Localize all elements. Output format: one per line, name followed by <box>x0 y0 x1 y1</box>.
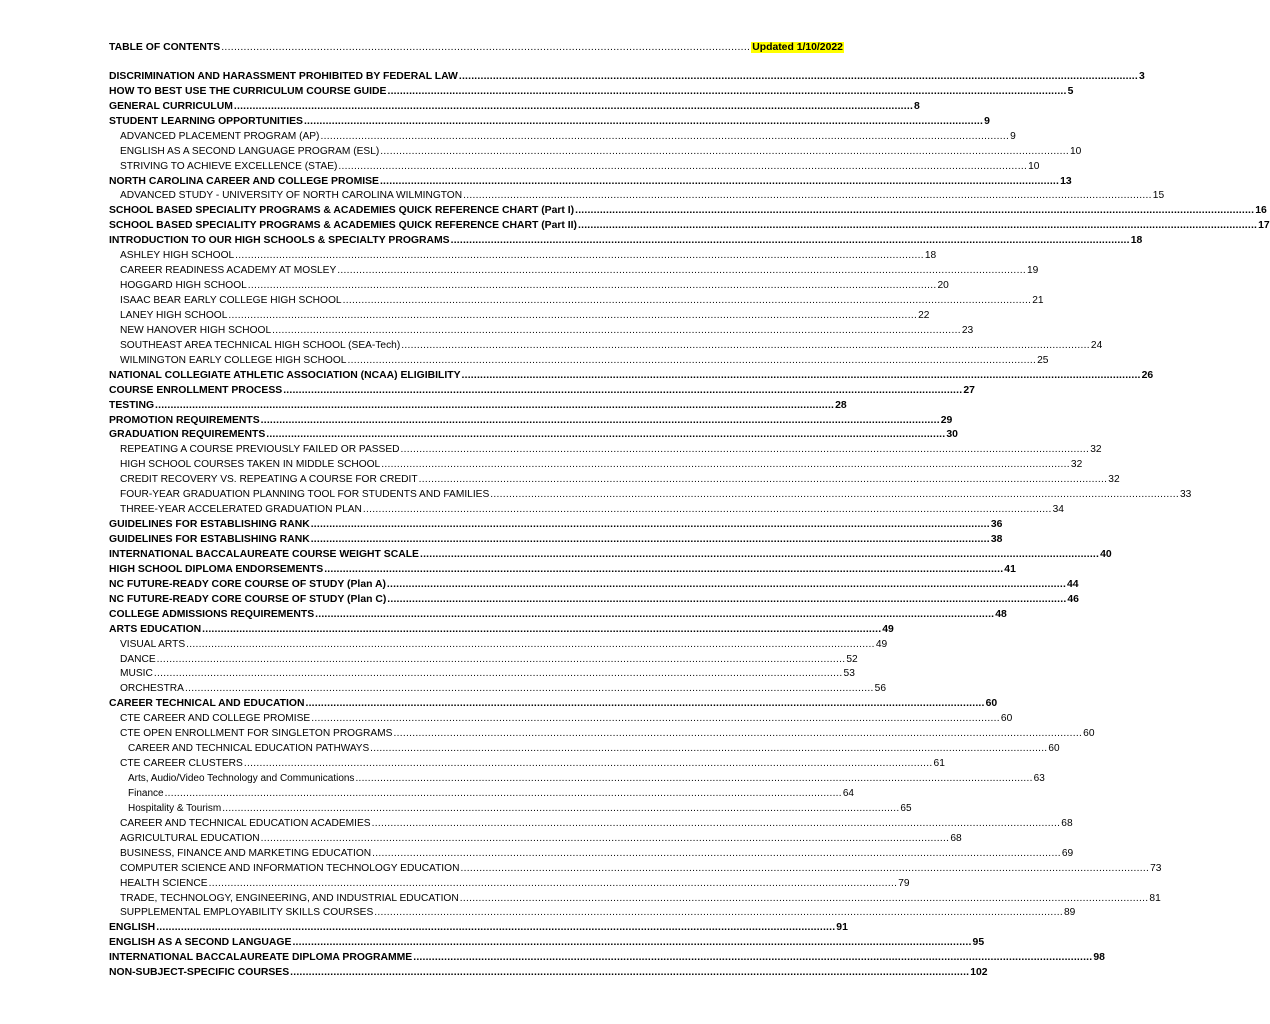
toc-entry-page-number: 64 <box>842 787 854 799</box>
toc-entry-label: Finance <box>128 787 164 799</box>
toc-entry[interactable] <box>109 471 1120 486</box>
toc-entry-label: SOUTHEAST AREA TECHNICAL HIGH SCHOOL (SEA-Tech) <box>120 339 401 351</box>
toc-entry[interactable] <box>109 143 1082 158</box>
toc-entry[interactable] <box>109 367 1154 382</box>
toc-entry-page-number: 68 <box>1061 817 1073 829</box>
toc-entry[interactable] <box>109 397 847 412</box>
toc-entry[interactable] <box>109 501 1064 516</box>
toc-entry[interactable] <box>109 785 854 800</box>
toc-entry-label: GRADUATION REQUIREMENTS <box>109 429 266 441</box>
toc-entry-label: CAREER AND TECHNICAL EDUCATION PATHWAYS <box>128 743 370 755</box>
toc-entry-page-number: 98 <box>1093 952 1105 964</box>
toc-entry-label: ASHLEY HIGH SCHOOL <box>120 250 235 262</box>
dot-leader: ............................................................................................................................................................................................................................ <box>578 220 1258 232</box>
dot-leader: ............................................................................................................................................................................................................................ <box>401 339 1090 351</box>
dot-leader: ............................................................................................................................................................................................................................ <box>310 534 990 545</box>
toc-entry-label: CTE CAREER AND COLLEGE PROMISE <box>120 713 311 725</box>
toc-entry-label: CAREER AND TECHNICAL EDUCATION ACADEMIES <box>120 817 371 829</box>
dot-leader: ............................................................................................................................................................................................................................ <box>222 802 900 814</box>
toc-entry-page-number: 28 <box>835 399 847 411</box>
toc-entry-label: HIGH SCHOOL DIPLOMA ENDORSEMENTS <box>109 563 324 575</box>
toc-entry-page-number: 5 <box>1067 85 1074 97</box>
dot-leader: ............................................................................................................................................................................................................................ <box>419 548 1100 560</box>
toc-entry[interactable] <box>109 412 953 427</box>
toc-entry[interactable] <box>109 725 1095 740</box>
dot-leader: ............................................................................................................................................................................................................................ <box>260 414 940 426</box>
toc-entry[interactable] <box>109 352 1049 367</box>
toc-entry-page-number: 33 <box>1179 489 1192 501</box>
dot-leader: ............................................................................................................................................................................................................................ <box>303 115 984 127</box>
toc-entry-label: SCHOOL BASED SPECIALITY PROGRAMS & ACADEMIES QUICK REFERENCE CHART (Part I) <box>109 205 575 217</box>
toc-entry[interactable] <box>109 591 1079 606</box>
dot-leader: ............................................................................................................................................................................................................................ <box>184 683 874 695</box>
toc-title: TABLE OF CONTENTS <box>109 42 221 53</box>
dot-leader: ............................................................................................................................................................................................................................ <box>458 70 1138 82</box>
toc-entry-label: FOUR-YEAR GRADUATION PLANNING TOOL FOR STUDENTS AND FAMILIES <box>120 489 490 501</box>
dot-leader: ............................................................................................................................................................................................................................ <box>337 265 1026 277</box>
dot-leader: ............................................................................................................................................................................................................................ <box>490 489 1179 501</box>
toc-entry[interactable] <box>109 322 974 337</box>
dot-leader: ............................................................................................................................................................................................................................ <box>379 175 1060 187</box>
toc-entry-label: DISCRIMINATION AND HARASSMENT PROHIBITED BY FEDERAL LAW <box>109 70 458 82</box>
toc-entry[interactable] <box>109 427 958 442</box>
toc-entry[interactable] <box>109 621 894 636</box>
toc-entry-page-number: 22 <box>918 309 930 321</box>
dot-leader: ............................................................................................................................................................................................................................ <box>386 578 1067 590</box>
dot-leader: ............................................................................................................................................................................................................................ <box>153 668 843 680</box>
toc-entry-page-number: 29 <box>940 414 953 426</box>
toc-entry[interactable] <box>109 382 975 397</box>
toc-entry[interactable] <box>109 919 848 934</box>
toc-entry[interactable] <box>109 83 1074 98</box>
toc-entry-label: ADVANCED PLACEMENT PROGRAM (AP) <box>120 130 320 142</box>
toc-entry[interactable] <box>109 217 1270 232</box>
dot-leader: ............................................................................................................................................................................................................................ <box>393 728 1083 740</box>
dot-leader: ............................................................................................................................................................................................................................ <box>315 608 995 620</box>
toc-entry[interactable] <box>109 173 1072 188</box>
toc-entry-page-number: 10 <box>1070 145 1082 157</box>
toc-entry-page-number: 40 <box>1100 548 1112 560</box>
toc-entry[interactable] <box>109 905 1076 920</box>
toc-entry-page-number: 19 <box>1026 265 1039 277</box>
dot-leader: ............................................................................................................................................................................................................................ <box>461 369 1141 381</box>
toc-entry[interactable] <box>109 875 910 890</box>
toc-entry-label: BUSINESS, FINANCE AND MARKETING EDUCATION <box>120 847 372 859</box>
dot-leader: ............................................................................................................................................................................................................................ <box>380 145 1069 157</box>
toc-entry-page-number: 32 <box>1108 474 1120 486</box>
toc-entry-page-number: 68 <box>950 832 962 844</box>
toc-entry-label: HOW TO BEST USE THE CURRICULUM COURSE GUIDE <box>109 85 387 97</box>
toc-entry[interactable] <box>109 651 858 666</box>
toc-entry-label: CTE OPEN ENROLLMENT FOR SINGLETON PROGRAMS <box>120 728 393 740</box>
dot-leader: ............................................................................................................................................................................................................................ <box>156 922 836 934</box>
toc-entry-page-number: 60 <box>985 698 998 710</box>
toc-entry-label: Arts, Audio/Video Technology and Communications <box>128 773 355 784</box>
toc-entry-page-number: 26 <box>1141 369 1154 381</box>
toc-entry[interactable] <box>109 247 937 262</box>
toc-entry-page-number: 9 <box>984 115 990 127</box>
dot-leader: ............................................................................................................................................................................................................................ <box>266 429 946 441</box>
dot-leader: ............................................................................................................................................................................................................................ <box>260 832 950 844</box>
toc-entry[interactable] <box>109 337 1103 352</box>
toc-entry-label: GUIDELINES FOR ESTABLISHING RANK <box>109 534 310 545</box>
toc-entry[interactable] <box>109 890 1161 905</box>
dot-leader: ............................................................................................................................................................................................................................ <box>186 638 875 650</box>
toc-entry[interactable] <box>109 561 1016 576</box>
toc-entry[interactable] <box>109 98 920 113</box>
toc-entry[interactable] <box>109 456 1083 471</box>
toc-entry[interactable] <box>109 934 985 949</box>
toc-entry[interactable] <box>109 486 1192 501</box>
toc-entry-page-number: 16 <box>1255 205 1267 217</box>
toc-entry-page-number: 41 <box>1004 563 1016 575</box>
toc-entry[interactable] <box>109 531 1003 546</box>
toc-entry-page-number: 21 <box>1032 295 1044 306</box>
dot-leader: ...................................................................................................................................................................... <box>221 42 751 53</box>
toc-entry[interactable] <box>109 606 1007 621</box>
toc-entry-page-number: 49 <box>882 623 894 635</box>
toc-entry-label: HOGGARD HIGH SCHOOL <box>120 280 247 292</box>
toc-entry-label: CAREER READINESS ACADEMY AT MOSLEY <box>120 265 337 277</box>
toc-entry-page-number: 60 <box>1000 713 1013 725</box>
toc-entry[interactable] <box>109 860 1162 875</box>
toc-entry-label: NON-SUBJECT-SPECIFIC COURSES <box>109 967 290 979</box>
updated-date: Updated 1/10/2022 <box>752 42 843 53</box>
toc-entry[interactable] <box>109 441 1102 456</box>
toc-entry-page-number: 15 <box>1152 190 1165 202</box>
dot-leader: ............................................................................................................................................................................................................................ <box>272 324 961 336</box>
toc-entry-label: TRADE, TECHNOLOGY, ENGINEERING, AND INDUSTRIAL EDUCATION <box>120 892 459 904</box>
toc-entry-page-number: 79 <box>898 877 910 889</box>
dot-leader: ............................................................................................................................................................................................................................ <box>155 399 835 411</box>
dot-leader: ............................................................................................................................................................................................................................ <box>164 787 842 799</box>
toc-entry-page-number: 81 <box>1149 892 1161 904</box>
toc-entry-label: LANEY HIGH SCHOOL <box>120 309 228 321</box>
toc-entry-label: HEALTH SCIENCE <box>120 877 208 889</box>
toc-entry-label: CREDIT RECOVERY VS. REPEATING A COURSE FOR CREDIT <box>120 474 418 486</box>
toc-entry-label: Hospitality & Tourism <box>128 802 222 814</box>
dot-leader: ............................................................................................................................................................................................................................ <box>381 459 1070 471</box>
toc-entry-label: ENGLISH AS A SECOND LANGUAGE PROGRAM (ESL) <box>120 145 380 157</box>
dot-leader: ............................................................................................................................................................................................................................ <box>228 309 918 321</box>
toc-entry-label: AGRICULTURAL EDUCATION <box>120 832 260 844</box>
toc-entry[interactable] <box>109 755 945 770</box>
dot-leader: ............................................................................................................................................................................................................................ <box>320 130 1010 142</box>
toc-entry-page-number: 60 <box>1048 743 1060 755</box>
toc-entry-page-number: 3 <box>1138 70 1145 82</box>
toc-entry-page-number: 61 <box>933 758 945 770</box>
toc-entry-label: GENERAL CURRICULUM <box>109 100 233 112</box>
toc-entry-label: NC FUTURE-READY CORE COURSE OF STUDY (Plan A) <box>109 578 386 590</box>
dot-leader: ............................................................................................................................................................................................................................ <box>459 892 1149 904</box>
toc-entry-label: DANCE <box>120 653 156 665</box>
toc-entry-page-number: 44 <box>1067 578 1079 590</box>
toc-entry-label: ENGLISH AS A SECOND LANGUAGE <box>109 937 292 949</box>
dot-leader: ............................................................................................................................................................................................................................ <box>575 205 1255 217</box>
toc-entry-page-number: 32 <box>1070 459 1083 471</box>
toc-entry-page-number: 9 <box>1010 130 1016 142</box>
toc-entry-page-number: 60 <box>1083 728 1095 740</box>
toc-entry-label: NATIONAL COLLEGIATE ATHLETIC ASSOCIATION (NCAA) ELIGIBILITY <box>109 369 461 381</box>
toc-entry[interactable] <box>109 292 1044 307</box>
toc-entry-page-number: 69 <box>1061 847 1074 859</box>
toc-entry-page-number: 30 <box>946 429 958 441</box>
toc-entry[interactable] <box>109 740 1060 755</box>
dot-leader: ............................................................................................................................................................................................................................ <box>324 563 1004 575</box>
toc-entry[interactable] <box>109 710 1013 725</box>
dot-leader: ............................................................................................................................................................................................................................ <box>387 85 1067 97</box>
toc-entry-label: STUDENT LEARNING OPPORTUNITIES <box>109 115 303 127</box>
dot-leader: ............................................................................................................................................................................................................................ <box>311 713 1000 725</box>
toc-entry-label: ADVANCED STUDY - UNIVERSITY OF NORTH CAROLINA WILMINGTON <box>120 190 463 202</box>
toc-header <box>109 39 843 53</box>
toc-entry[interactable] <box>109 666 855 681</box>
toc-entry[interactable] <box>109 516 1003 531</box>
dot-leader: ............................................................................................................................................................................................................................ <box>418 474 1108 486</box>
toc-entry-label: TESTING <box>109 399 155 411</box>
toc-entry-page-number: 32 <box>1090 444 1102 456</box>
dot-leader: ............................................................................................................................................................................................................................ <box>338 160 1028 172</box>
toc-entry-page-number: 18 <box>924 250 937 262</box>
toc-entry-page-number: 23 <box>961 324 974 336</box>
toc-entry-label: INTERNATIONAL BACCALAUREATE DIPLOMA PROGRAMME <box>109 952 413 964</box>
toc-entry-label: STRIVING TO ACHIEVE EXCELLENCE (STAE) <box>120 160 338 172</box>
toc-entry-page-number: 24 <box>1090 339 1103 351</box>
dot-leader: ............................................................................................................................................................................................................................ <box>233 100 914 112</box>
toc-entry-page-number: 89 <box>1063 907 1076 919</box>
table-of-contents <box>109 68 1270 979</box>
toc-entry-label: MUSIC <box>120 668 153 680</box>
toc-entry[interactable] <box>109 546 1112 561</box>
toc-entry-page-number: 91 <box>836 922 848 934</box>
dot-leader: ............................................................................................................................................................................................................................ <box>370 743 1048 755</box>
toc-entry-label: SUPPLEMENTAL EMPLOYABILITY SKILLS COURSES <box>120 907 374 919</box>
toc-entry-page-number: 102 <box>970 967 988 979</box>
toc-entry-page-number: 27 <box>963 384 975 396</box>
toc-entry-page-number: 8 <box>914 100 920 112</box>
toc-entry[interactable] <box>109 307 930 322</box>
toc-entry-label: ARTS EDUCATION <box>109 623 202 635</box>
dot-leader: ............................................................................................................................................................................................................................ <box>347 354 1037 366</box>
toc-entry[interactable] <box>109 845 1074 860</box>
toc-entry-label: NC FUTURE-READY CORE COURSE OF STUDY (Plan C) <box>109 593 387 605</box>
toc-entry[interactable] <box>109 695 998 710</box>
dot-leader: ............................................................................................................................................................................................................................ <box>387 593 1067 605</box>
toc-entry-label: ENGLISH <box>109 922 156 934</box>
dot-leader: ............................................................................................................................................................................................................................ <box>202 623 882 635</box>
toc-entry-page-number: 36 <box>990 519 1003 531</box>
toc-entry[interactable] <box>109 576 1079 591</box>
toc-entry-label: VISUAL ARTS <box>120 638 186 650</box>
dot-leader: ............................................................................................................................................................................................................................ <box>292 937 972 949</box>
toc-entry-label: INTERNATIONAL BACCALAUREATE COURSE WEIGHT SCALE <box>109 548 419 560</box>
toc-entry[interactable] <box>109 158 1040 173</box>
toc-entry-label: WILMINGTON EARLY COLLEGE HIGH SCHOOL <box>120 354 347 366</box>
toc-entry-label: THREE-YEAR ACCELERATED GRADUATION PLAN <box>120 504 362 516</box>
toc-entry-label: REPEATING A COURSE PREVIOUSLY FAILED OR PASSED <box>120 444 400 456</box>
toc-entry-label: COURSE ENROLLMENT PROCESS <box>109 384 283 396</box>
dot-leader: ............................................................................................................................................................................................................................ <box>342 295 1032 306</box>
toc-entry-page-number: 18 <box>1130 235 1143 247</box>
toc-entry-page-number: 25 <box>1037 354 1049 366</box>
dot-leader: ............................................................................................................................................................................................................................ <box>413 952 1093 964</box>
dot-leader: ............................................................................................................................................................................................................................ <box>208 877 898 889</box>
dot-leader: ............................................................................................................................................................................................................................ <box>450 235 1130 247</box>
dot-leader: ............................................................................................................................................................................................................................ <box>305 698 985 710</box>
toc-entry[interactable] <box>109 188 1165 203</box>
toc-entry[interactable] <box>109 113 990 128</box>
dot-leader: ............................................................................................................................................................................................................................ <box>310 519 990 531</box>
toc-entry-label: HIGH SCHOOL COURSES TAKEN IN MIDDLE SCHOOL <box>120 459 381 471</box>
toc-entry-page-number: 65 <box>900 802 912 814</box>
toc-entry-label: COMPUTER SCIENCE AND INFORMATION TECHNOLOGY EDUCATION <box>120 862 460 874</box>
toc-entry[interactable] <box>109 680 887 695</box>
dot-leader: ............................................................................................................................................................................................................................ <box>400 444 1090 456</box>
dot-leader: ............................................................................................................................................................................................................................ <box>290 967 970 979</box>
dot-leader: ............................................................................................................................................................................................................................ <box>374 907 1063 919</box>
toc-entry[interactable] <box>109 830 962 845</box>
toc-entry-page-number: 95 <box>972 937 985 949</box>
toc-entry-label: INTRODUCTION TO OUR HIGH SCHOOLS & SPECIALTY PROGRAMS <box>109 235 450 247</box>
dot-leader: ............................................................................................................................................................................................................................ <box>355 773 1033 784</box>
toc-entry-label: CTE CAREER CLUSTERS <box>120 758 243 770</box>
dot-leader: ............................................................................................................................................................................................................................ <box>235 250 924 262</box>
toc-entry-label: ISAAC BEAR EARLY COLLEGE HIGH SCHOOL <box>120 295 342 306</box>
toc-entry-label: NORTH CAROLINA CAREER AND COLLEGE PROMISE <box>109 175 379 187</box>
toc-entry-page-number: 34 <box>1052 504 1064 516</box>
dot-leader: ............................................................................................................................................................................................................................ <box>463 190 1152 202</box>
dot-leader: ............................................................................................................................................................................................................................ <box>460 862 1150 874</box>
toc-entry-page-number: 17 <box>1258 220 1270 232</box>
toc-entry-page-number: 63 <box>1033 773 1045 784</box>
dot-leader: ............................................................................................................................................................................................................................ <box>283 384 963 396</box>
toc-entry[interactable] <box>109 68 1145 83</box>
toc-entry[interactable] <box>109 815 1073 830</box>
toc-entry-label: CAREER TECHNICAL AND EDUCATION <box>109 698 305 710</box>
toc-entry-label: PROMOTION REQUIREMENTS <box>109 414 260 426</box>
toc-entry-page-number: 10 <box>1028 160 1040 172</box>
dot-leader: ............................................................................................................................................................................................................................ <box>362 504 1052 516</box>
toc-entry-label: GUIDELINES FOR ESTABLISHING RANK <box>109 519 310 531</box>
toc-entry-page-number: 49 <box>875 638 888 650</box>
toc-entry-label: SCHOOL BASED SPECIALITY PROGRAMS & ACADEMIES QUICK REFERENCE CHART (Part II) <box>109 220 578 232</box>
dot-leader: ............................................................................................................................................................................................................................ <box>156 653 846 665</box>
toc-entry[interactable] <box>109 800 912 815</box>
toc-entry[interactable] <box>109 202 1267 217</box>
toc-entry-label: COLLEGE ADMISSIONS REQUIREMENTS <box>109 608 315 620</box>
toc-entry[interactable] <box>109 128 1016 143</box>
toc-entry-page-number: 73 <box>1150 862 1162 874</box>
toc-entry-label: NEW HANOVER HIGH SCHOOL <box>120 324 272 336</box>
toc-entry-page-number: 53 <box>843 668 855 680</box>
toc-entry-page-number: 52 <box>846 653 858 665</box>
toc-entry[interactable] <box>109 277 949 292</box>
toc-entry[interactable] <box>109 262 1039 277</box>
toc-entry[interactable] <box>109 232 1143 247</box>
toc-entry-page-number: 13 <box>1060 175 1072 187</box>
dot-leader: ............................................................................................................................................................................................................................ <box>371 817 1061 829</box>
dot-leader: ............................................................................................................................................................................................................................ <box>247 280 937 292</box>
toc-entry[interactable] <box>109 636 888 651</box>
toc-entry-page-number: 38 <box>990 534 1003 545</box>
toc-entry-page-number: 20 <box>937 280 949 292</box>
toc-entry-page-number: 56 <box>874 683 887 695</box>
toc-entry[interactable] <box>109 949 1105 964</box>
toc-entry-label: ORCHESTRA <box>120 683 184 695</box>
toc-entry[interactable] <box>109 964 988 979</box>
toc-entry-page-number: 48 <box>995 608 1007 620</box>
toc-entry[interactable] <box>109 770 1045 785</box>
toc-entry-page-number: 46 <box>1067 593 1079 605</box>
dot-leader: ............................................................................................................................................................................................................................ <box>243 758 933 770</box>
dot-leader: ............................................................................................................................................................................................................................ <box>372 847 1061 859</box>
